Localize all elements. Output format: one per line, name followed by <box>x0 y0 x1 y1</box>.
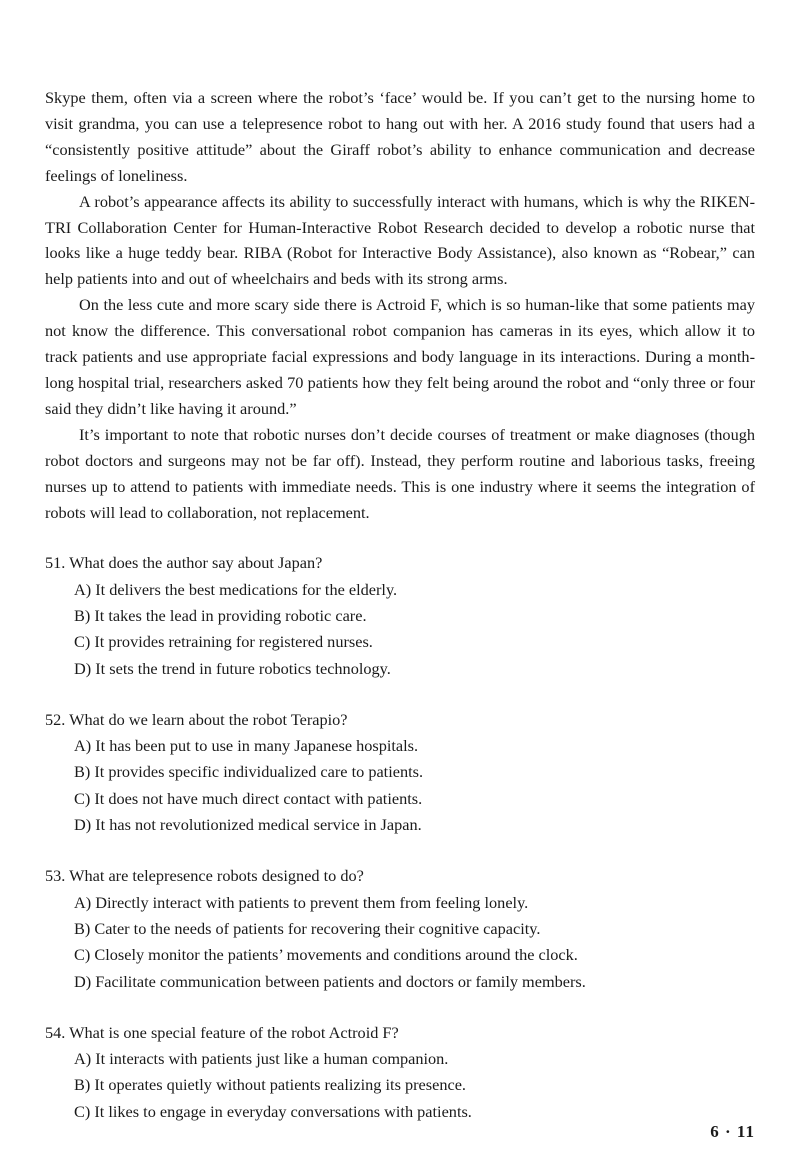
question-list <box>45 550 755 1125</box>
answer-option-c: C) It likes to engage in everyday conversations with patients. <box>74 1101 472 1121</box>
answer-option-b: B) Cater to the needs of patients for recovering their cognitive capacity. <box>74 918 541 938</box>
question-stem: 54. What is one special feature of the robot Actroid F? <box>45 1022 399 1042</box>
exam-page <box>45 85 755 1125</box>
question-stem: 51. What does the author say about Japan? <box>45 553 323 573</box>
reading-passage <box>45 85 755 525</box>
passage-paragraph: Skype them, often via a screen where the robot’s ‘face’ would be. If you can’t get to the nursing home to visit grandma, you can use a telepresence robot to hang out with her. A 2016 study found that users had a “consistently positive attitude” about the Giraff robot’s ability to enhance communication and decrease feelings of loneliness. <box>45 88 755 185</box>
answer-option-a: A) It interacts with patients just like a human companion. <box>74 1049 449 1069</box>
answer-option-a: A) Directly interact with patients to prevent them from feeling lonely. <box>74 892 529 912</box>
answer-option-b: B) It operates quietly without patients realizing its presence. <box>74 1075 466 1095</box>
question-52 <box>45 707 755 838</box>
passage-paragraph: On the less cute and more scary side there is Actroid F, which is so human-like that some patients may not know the difference. This conversational robot companion has cameras in its eyes, which allow it to track patients and use appropriate facial expressions and body language in its interactions. During a month-long hospital trial, researchers asked 70 patients how they felt being around the robot and “only three or four said they didn’t like having it around.” <box>45 295 755 418</box>
page-number: 6 · 11 <box>710 1122 755 1141</box>
question-51 <box>45 550 755 681</box>
answer-option-d: D) Facilitate communication between patients and doctors or family members. <box>74 971 586 991</box>
answer-option-a: A) It delivers the best medications for the elderly. <box>74 579 398 599</box>
question-stem: 52. What do we learn about the robot Terapio? <box>45 709 348 729</box>
answer-option-d: D) It sets the trend in future robotics technology. <box>74 658 391 678</box>
passage-paragraph: A robot’s appearance affects its ability to successfully interact with humans, which is why the RIKEN-TRI Collaboration Center for Human-Interactive Robot Research decided to develop a robotic nurse that looks like a huge teddy bear. RIBA (Robot for Interactive Body Assistance), also known as “Robear,” can help patients into and out of wheelchairs and beds with its strong arms. <box>45 191 755 289</box>
answer-option-a: A) It has been put to use in many Japanese hospitals. <box>74 736 419 756</box>
answer-option-b: B) It provides specific individualized care to patients. <box>74 762 424 782</box>
question-53 <box>45 863 755 994</box>
question-54 <box>45 1020 755 1125</box>
answer-option-d: D) It has not revolutionized medical service in Japan. <box>74 815 422 835</box>
answer-option-c: C) It provides retraining for registered nurses. <box>74 632 373 652</box>
answer-option-c: C) Closely monitor the patients’ movements and conditions around the clock. <box>74 945 578 965</box>
answer-option-c: C) It does not have much direct contact with patients. <box>74 788 423 808</box>
question-stem: 53. What are telepresence robots designed to do? <box>45 866 364 886</box>
answer-option-b: B) It takes the lead in providing robotic care. <box>74 606 367 625</box>
passage-paragraph: It’s important to note that robotic nurses don’t decide courses of treatment or make diagnoses (though robot doctors and surgeons may not be far off). Instead, they perform routine and laborious tasks, freeing nurses up to attend to patients with immediate needs. This is one industry where it seems the integration of robots will lead to collaboration, not replacement. <box>45 424 755 522</box>
